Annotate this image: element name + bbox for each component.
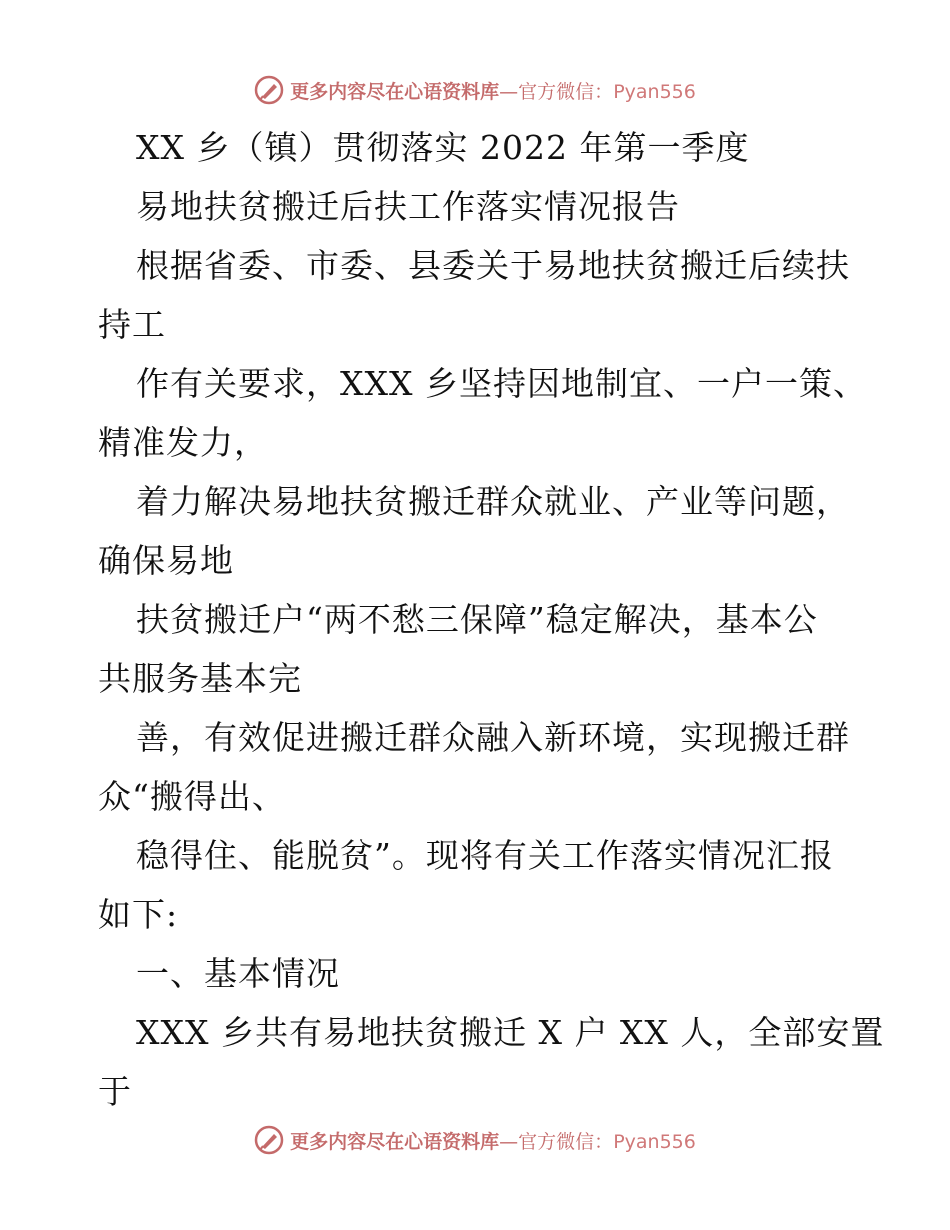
watermark-wechat-id: Pyan556 [613,1130,696,1153]
document-line: 稳得住、能脱贫”。现将有关工作落实情况汇报 [136,836,834,875]
watermark-wechat-id: Pyan556 [613,80,696,103]
document-line: 确保易地 [98,541,234,580]
document-line: 作有关要求，XXX 乡坚持因地制宜、一户一策、 [136,364,867,403]
watermark-separator: — [499,80,519,103]
document-body [98,118,885,1121]
watermark-text [290,1127,696,1154]
watermark-contact: 官方微信： [518,80,614,103]
document-line: 共服务基本完 [98,659,302,698]
document-line: 根据省委、市委、县委关于易地扶贫搬迁后续扶 [136,246,850,285]
document-line: 善，有效促进搬迁群众融入新环境，实现搬迁群 [136,718,850,757]
document-line: 扶贫搬迁户“两不愁三保障”稳定解决，基本公 [136,600,818,639]
document-line: 精准发力， [98,423,268,462]
watermark-contact: 官方微信： [518,1130,614,1153]
quill-circle-icon [254,1125,284,1155]
watermark-separator: — [499,1130,519,1153]
watermark-brand: 更多内容尽在心语资料库 [290,80,500,103]
document-line: 易地扶贫搬迁后扶工作落实情况报告 [136,187,680,226]
document-line: 着力解决易地扶贫搬迁群众就业、产业等问题， [136,482,850,521]
document-line: 如下: [98,895,179,934]
watermark-footer [0,1120,950,1160]
quill-circle-icon [254,75,284,105]
watermark-brand: 更多内容尽在心语资料库 [290,1130,500,1153]
watermark-text [290,77,696,104]
watermark-header [0,70,950,110]
document-line: 持工 [98,305,166,344]
document-line: 于 [98,1072,132,1111]
document-line: XXX 乡共有易地扶贫搬迁 X 户 XX 人，全部安置 [136,1013,885,1052]
document-line: 一、基本情况 [136,954,340,993]
document-line: 众“搬得出、 [98,777,286,816]
document-line: XX 乡（镇）贯彻落实 2022 年第一季度 [136,128,750,167]
